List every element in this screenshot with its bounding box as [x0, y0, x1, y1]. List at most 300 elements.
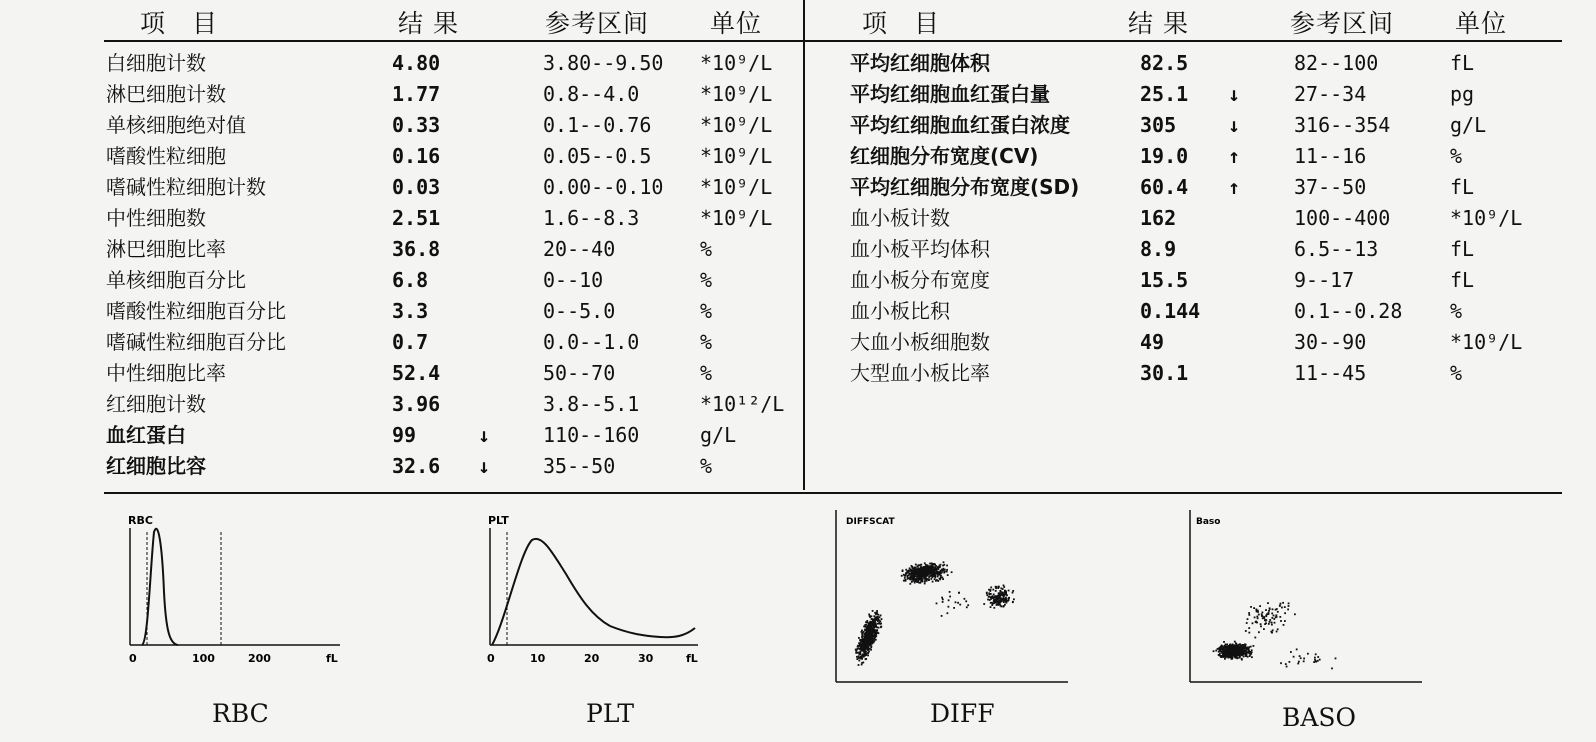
- plt-tick-30: 30: [638, 652, 654, 665]
- scatter-dot: [1215, 650, 1217, 652]
- scatter-dot: [866, 638, 868, 640]
- scatter-dot: [1008, 599, 1010, 601]
- item-name: 血小板计数: [850, 206, 950, 230]
- scatter-dot: [1276, 616, 1278, 618]
- scatter-dot: [858, 664, 860, 666]
- scatter-dot: [930, 567, 932, 569]
- scatter-dot: [1268, 623, 1270, 625]
- scatter-dot: [1005, 593, 1007, 595]
- scatter-dot: [872, 627, 874, 629]
- header-unit: 单位: [710, 9, 763, 38]
- scatter-dot: [879, 616, 881, 618]
- scatter-dot: [947, 574, 949, 576]
- item-flag: ↑: [1228, 175, 1241, 199]
- item-name: 红细胞计数: [106, 392, 206, 416]
- scatter-dot: [1276, 631, 1278, 633]
- scatter-dot: [920, 564, 922, 566]
- scatter-dot: [923, 573, 925, 575]
- scatter-dot: [877, 614, 879, 616]
- item-range: 27--34: [1294, 82, 1367, 106]
- scatter-dot: [995, 590, 997, 592]
- scatter-dot: [1244, 647, 1246, 649]
- scatter-dot: [1229, 653, 1231, 655]
- scatter-dot: [1226, 644, 1228, 646]
- item-range: 82--100: [1294, 51, 1379, 75]
- scatter-dot: [919, 582, 921, 584]
- scatter-dot: [1238, 644, 1240, 646]
- scatter-dot: [1263, 617, 1265, 619]
- scatter-dot: [994, 595, 996, 597]
- scatter-dot: [868, 614, 870, 616]
- scatter-dot: [1241, 659, 1243, 661]
- rbc-tick-100: 100: [192, 652, 215, 665]
- scatter-dot: [912, 576, 914, 578]
- scatter-dot: [1284, 606, 1286, 608]
- scatter-dot: [1008, 590, 1010, 592]
- scatter-dot: [1245, 650, 1247, 652]
- scatter-dot: [1262, 612, 1264, 614]
- scatter-dot: [1289, 661, 1291, 663]
- scatter-dot: [928, 576, 930, 578]
- scatter-dot: [1245, 653, 1247, 655]
- scatter-dot: [876, 619, 878, 621]
- item-result: 0.7: [392, 330, 429, 354]
- scatter-dot: [859, 640, 861, 642]
- scatter-dot: [1317, 656, 1319, 658]
- scatter-dot: [873, 638, 875, 640]
- scatter-dot: [996, 600, 998, 602]
- scatter-dot: [1275, 609, 1277, 611]
- scatter-dot: [1219, 649, 1221, 651]
- scatter-dot: [909, 567, 911, 569]
- scatter-dot: [1004, 591, 1006, 593]
- scatter-dot: [1003, 586, 1005, 588]
- scatter-dot: [1233, 649, 1235, 651]
- scatter-dot: [1331, 668, 1333, 670]
- scatter-dot: [858, 660, 860, 662]
- item-name: 红细胞分布宽度(CV): [850, 144, 1039, 168]
- scatter-dot: [868, 646, 870, 648]
- header-range: 参考区间: [545, 9, 650, 38]
- scatter-dot: [856, 649, 858, 651]
- item-range: 20--40: [543, 237, 616, 261]
- scatter-dot: [881, 618, 883, 620]
- scatter-dot: [1254, 617, 1256, 619]
- scatter-dot: [922, 570, 924, 572]
- scatter-dot: [939, 579, 941, 581]
- scatter-dot: [1236, 653, 1238, 655]
- item-range: 100--400: [1294, 206, 1391, 230]
- scatter-dot: [932, 569, 934, 571]
- scatter-dot: [916, 581, 918, 583]
- scatter-dot: [988, 596, 990, 598]
- scatter-dot: [1265, 622, 1267, 624]
- item-unit: %: [700, 361, 713, 385]
- scatter-dot: [955, 601, 957, 603]
- scatter-dot: [999, 598, 1001, 600]
- scatter-dot: [990, 606, 992, 608]
- scatter-dot: [1235, 643, 1237, 645]
- scatter-dot: [862, 662, 864, 664]
- item-result: 25.1: [1140, 82, 1189, 106]
- scatter-dot: [1222, 653, 1224, 655]
- scatter-dot: [870, 638, 872, 640]
- scatter-dot: [1265, 615, 1267, 617]
- scatter-dot: [930, 571, 932, 573]
- scatter-dot: [1000, 598, 1002, 600]
- scatter-dot: [965, 600, 967, 602]
- scatter-dot: [931, 563, 933, 565]
- scatter-dot: [1258, 614, 1260, 616]
- scatter-dot: [1315, 660, 1317, 662]
- scatter-dot: [1314, 657, 1316, 659]
- scatter-dot: [987, 599, 989, 601]
- scatter-dot: [872, 636, 874, 638]
- scatter-dot: [863, 636, 865, 638]
- scatter-dot: [990, 598, 992, 600]
- header-unit: 单位: [1455, 9, 1508, 38]
- scatter-dot: [1000, 605, 1002, 607]
- scatter-dot: [1270, 631, 1272, 633]
- item-unit: pg: [1450, 82, 1475, 106]
- scatter-dot: [1242, 654, 1244, 656]
- baso-scattergram: [1186, 508, 1424, 686]
- plt-tick-10: 10: [530, 652, 546, 665]
- scatter-dot: [861, 648, 863, 650]
- plt-caption: PLT: [586, 699, 635, 728]
- scatter-dot: [879, 623, 881, 625]
- item-result: 36.8: [392, 237, 441, 261]
- scatter-dot: [932, 581, 934, 583]
- plt-tag: PLT: [488, 514, 509, 527]
- scatter-dot: [990, 602, 992, 604]
- scatter-dot: [859, 643, 861, 645]
- scatter-dot: [874, 619, 876, 621]
- scatter-dot: [875, 639, 877, 641]
- rbc-caption: RBC: [212, 699, 269, 728]
- header-range: 参考区间: [1290, 9, 1395, 38]
- item-name: 嗜碱性粒细胞百分比: [106, 330, 286, 354]
- scatter-dot: [913, 572, 915, 574]
- scatter-dot: [877, 623, 879, 625]
- scatter-dot: [862, 655, 864, 657]
- scatter-dot: [931, 574, 933, 576]
- column-divider: [803, 0, 805, 490]
- scatter-dot: [1223, 641, 1225, 643]
- scatter-dot: [1273, 618, 1275, 620]
- scatter-dot: [876, 610, 878, 612]
- scatter-dot: [1225, 649, 1227, 651]
- scatter-dot: [1273, 615, 1275, 617]
- item-name: 单核细胞绝对值: [106, 113, 246, 137]
- scatter-dot: [860, 653, 862, 655]
- scatter-dot: [1280, 603, 1282, 605]
- item-range: 1.6--8.3: [543, 206, 640, 230]
- scatter-dot: [936, 603, 938, 605]
- scatter-dot: [989, 590, 991, 592]
- scatter-dot: [1001, 600, 1003, 602]
- item-range: 6.5--13: [1294, 237, 1379, 261]
- item-range: 50--70: [543, 361, 616, 385]
- scatter-dot: [1285, 663, 1287, 665]
- scatter-dot: [1257, 617, 1259, 619]
- scatter-dot: [1298, 661, 1300, 663]
- header-result: 结 果: [1128, 9, 1189, 38]
- item-result: 32.6: [392, 454, 441, 478]
- scatter-dot: [993, 594, 995, 596]
- scatter-dot: [914, 576, 916, 578]
- scatter-dot: [1001, 591, 1003, 593]
- rbc-tick-200: 200: [248, 652, 271, 665]
- scatter-dot: [858, 655, 860, 657]
- item-result: 162: [1140, 206, 1177, 230]
- scatter-dot: [1000, 588, 1002, 590]
- scatter-dot: [861, 633, 863, 635]
- plt-tick-0: 0: [487, 652, 495, 665]
- scatter-dot: [929, 563, 931, 565]
- scatter-dot: [1228, 645, 1230, 647]
- scatter-dot: [861, 657, 863, 659]
- scatter-dot: [863, 631, 865, 633]
- item-unit: *10⁹/L: [1450, 330, 1523, 354]
- scatter-dot: [1280, 620, 1282, 622]
- scatter-dot: [990, 593, 992, 595]
- scatter-dot: [942, 599, 944, 601]
- scatter-dot: [1253, 607, 1255, 609]
- scatter-dot: [905, 569, 907, 571]
- item-unit: *10⁹/L: [700, 51, 773, 75]
- item-flag: ↓: [478, 454, 491, 478]
- item-name: 平均红细胞血红蛋白浓度: [850, 113, 1070, 137]
- scatter-dot: [1286, 666, 1288, 668]
- item-name: 平均红细胞体积: [850, 51, 990, 75]
- item-unit: %: [1450, 144, 1463, 168]
- scatter-dot: [906, 571, 908, 573]
- scatter-dot: [927, 570, 929, 572]
- item-unit: *10⁹/L: [700, 113, 773, 137]
- scatter-dot: [903, 574, 905, 576]
- scatter-dot: [1012, 601, 1014, 603]
- scatter-dot: [1269, 621, 1271, 623]
- scatter-dot: [865, 626, 867, 628]
- scatter-dot: [1236, 647, 1238, 649]
- scatter-dot: [1261, 615, 1263, 617]
- scatter-dot: [861, 641, 863, 643]
- scatter-dot: [880, 626, 882, 628]
- scatter-dot: [1313, 661, 1315, 663]
- scatter-dot: [1246, 622, 1248, 624]
- scatter-dot: [1225, 656, 1227, 658]
- item-range: 3.80--9.50: [543, 51, 664, 75]
- scatter-dot: [1241, 649, 1243, 651]
- scatter-dot: [1230, 657, 1232, 659]
- scatter-dot: [1233, 647, 1235, 649]
- scatter-dot: [864, 648, 866, 650]
- item-result: 3.96: [392, 392, 441, 416]
- scatter-dot: [1234, 654, 1236, 656]
- rbc-unit: fL: [326, 652, 338, 665]
- item-unit: fL: [1450, 175, 1475, 199]
- item-unit: fL: [1450, 237, 1475, 261]
- scatter-dot: [946, 569, 948, 571]
- baso-tag: Baso: [1196, 517, 1221, 527]
- scatter-dot: [904, 577, 906, 579]
- item-range: 0.00--0.10: [543, 175, 664, 199]
- scatter-dot: [866, 633, 868, 635]
- scatter-dot: [912, 578, 914, 580]
- scatter-dot: [1248, 632, 1250, 634]
- scatter-dot: [869, 616, 871, 618]
- item-unit: g/L: [1450, 113, 1487, 137]
- scatter-dot: [917, 577, 919, 579]
- scatter-dot: [862, 653, 864, 655]
- scatter-dot: [988, 592, 990, 594]
- scatter-dot: [1263, 628, 1265, 630]
- scatter-dot: [1277, 611, 1279, 613]
- scatter-dot: [1262, 617, 1264, 619]
- scatter-dot: [992, 595, 994, 597]
- scatter-dot: [1315, 653, 1317, 655]
- scatter-dot: [866, 620, 868, 622]
- scatter-dot: [869, 632, 871, 634]
- scatter-dot: [937, 580, 939, 582]
- scatter-dot: [1290, 651, 1292, 653]
- item-range: 0--5.0: [543, 299, 616, 323]
- scatter-dot: [938, 568, 940, 570]
- header-item: 项 目: [140, 9, 219, 38]
- baso-cell-clusters: [1213, 602, 1337, 669]
- scatter-dot: [1283, 624, 1285, 626]
- scatter-dot: [986, 594, 988, 596]
- item-result: 6.8: [392, 268, 429, 292]
- scatter-dot: [926, 575, 928, 577]
- item-result: 0.33: [392, 113, 441, 137]
- scatter-dot: [872, 621, 874, 623]
- item-name: 淋巴细胞比率: [106, 237, 226, 261]
- scatter-dot: [1219, 653, 1221, 655]
- scatter-dot: [997, 587, 999, 589]
- header-divider: [104, 40, 1562, 42]
- item-result: 3.3: [392, 299, 429, 323]
- scatter-dot: [958, 592, 960, 594]
- scatter-dot: [936, 571, 938, 573]
- item-result: 305: [1140, 113, 1177, 137]
- plt-curve: [492, 539, 695, 645]
- scatter-dot: [1222, 648, 1224, 650]
- scatter-dot: [912, 567, 914, 569]
- scatter-dot: [913, 570, 915, 572]
- scatter-dot: [911, 581, 913, 583]
- scatter-dot: [1271, 613, 1273, 615]
- item-unit: %: [700, 330, 713, 354]
- scatter-dot: [875, 634, 877, 636]
- plt-unit: fL: [686, 652, 698, 665]
- item-name: 白细胞计数: [106, 51, 206, 75]
- scatter-dot: [990, 587, 992, 589]
- scatter-dot: [937, 576, 939, 578]
- scatter-dot: [865, 654, 867, 656]
- scatter-dot: [872, 610, 874, 612]
- item-name: 中性细胞数: [106, 206, 206, 230]
- scatter-dot: [941, 572, 943, 574]
- scatter-dot: [967, 604, 969, 606]
- item-result: 19.0: [1140, 144, 1189, 168]
- item-range: 0.1--0.76: [543, 113, 652, 137]
- scatter-dot: [922, 578, 924, 580]
- scatter-dot: [926, 580, 928, 582]
- scatter-dot: [942, 565, 944, 567]
- rbc-histogram: [120, 512, 350, 672]
- scatter-dot: [1287, 609, 1289, 611]
- item-unit: %: [700, 268, 713, 292]
- scatter-dot: [924, 562, 926, 564]
- item-result: 0.144: [1140, 299, 1201, 323]
- scatter-dot: [1229, 644, 1231, 646]
- item-name: 嗜酸性粒细胞百分比: [106, 299, 286, 323]
- scatter-dot: [918, 565, 920, 567]
- scatter-dot: [1272, 608, 1274, 610]
- scatter-dot: [943, 568, 945, 570]
- scatter-dot: [949, 591, 951, 593]
- scatter-dot: [907, 576, 909, 578]
- scatter-dot: [940, 570, 942, 572]
- scatter-dot: [875, 623, 877, 625]
- item-range: 30--90: [1294, 330, 1367, 354]
- scatter-dot: [920, 566, 922, 568]
- scatter-dot: [901, 575, 903, 577]
- scatter-dot: [880, 615, 882, 617]
- scatter-dot: [924, 581, 926, 583]
- scatter-dot: [1250, 653, 1252, 655]
- scatter-dot: [1228, 647, 1230, 649]
- item-range: 0.05--0.5: [543, 144, 652, 168]
- scatter-dot: [1220, 655, 1222, 657]
- baso-caption: BASO: [1282, 703, 1357, 732]
- scatter-dot: [865, 629, 867, 631]
- scatter-dot: [1271, 617, 1273, 619]
- scatter-dot: [1279, 605, 1281, 607]
- scatter-dot: [1288, 603, 1290, 605]
- item-range: 110--160: [543, 423, 640, 447]
- scatter-dot: [1242, 646, 1244, 648]
- plt-tick-20: 20: [584, 652, 600, 665]
- scatter-dot: [915, 570, 917, 572]
- scatter-dot: [1228, 655, 1230, 657]
- scatter-dot: [953, 607, 955, 609]
- scatter-dot: [1264, 619, 1266, 621]
- scatter-dot: [863, 638, 865, 640]
- scatter-dot: [1234, 656, 1236, 658]
- scatter-dot: [909, 583, 911, 585]
- item-range: 3.8--5.1: [543, 392, 640, 416]
- scatter-dot: [1265, 609, 1267, 611]
- scatter-dot: [1281, 607, 1283, 609]
- item-flag: ↓: [1228, 113, 1241, 137]
- item-range: 37--50: [1294, 175, 1367, 199]
- item-unit: *10⁹/L: [1450, 206, 1523, 230]
- scatter-dot: [861, 631, 863, 633]
- scatter-dot: [1250, 606, 1252, 608]
- scatter-dot: [1245, 655, 1247, 657]
- item-result: 8.9: [1140, 237, 1177, 261]
- scatter-dot: [1267, 602, 1269, 604]
- scatter-dot: [1220, 647, 1222, 649]
- scatter-dot: [1303, 658, 1305, 660]
- scatter-dot: [1245, 630, 1247, 632]
- item-flag: ↑: [1228, 144, 1241, 168]
- scatter-dot: [857, 646, 859, 648]
- item-name: 平均红细胞分布宽度(SD): [850, 175, 1080, 199]
